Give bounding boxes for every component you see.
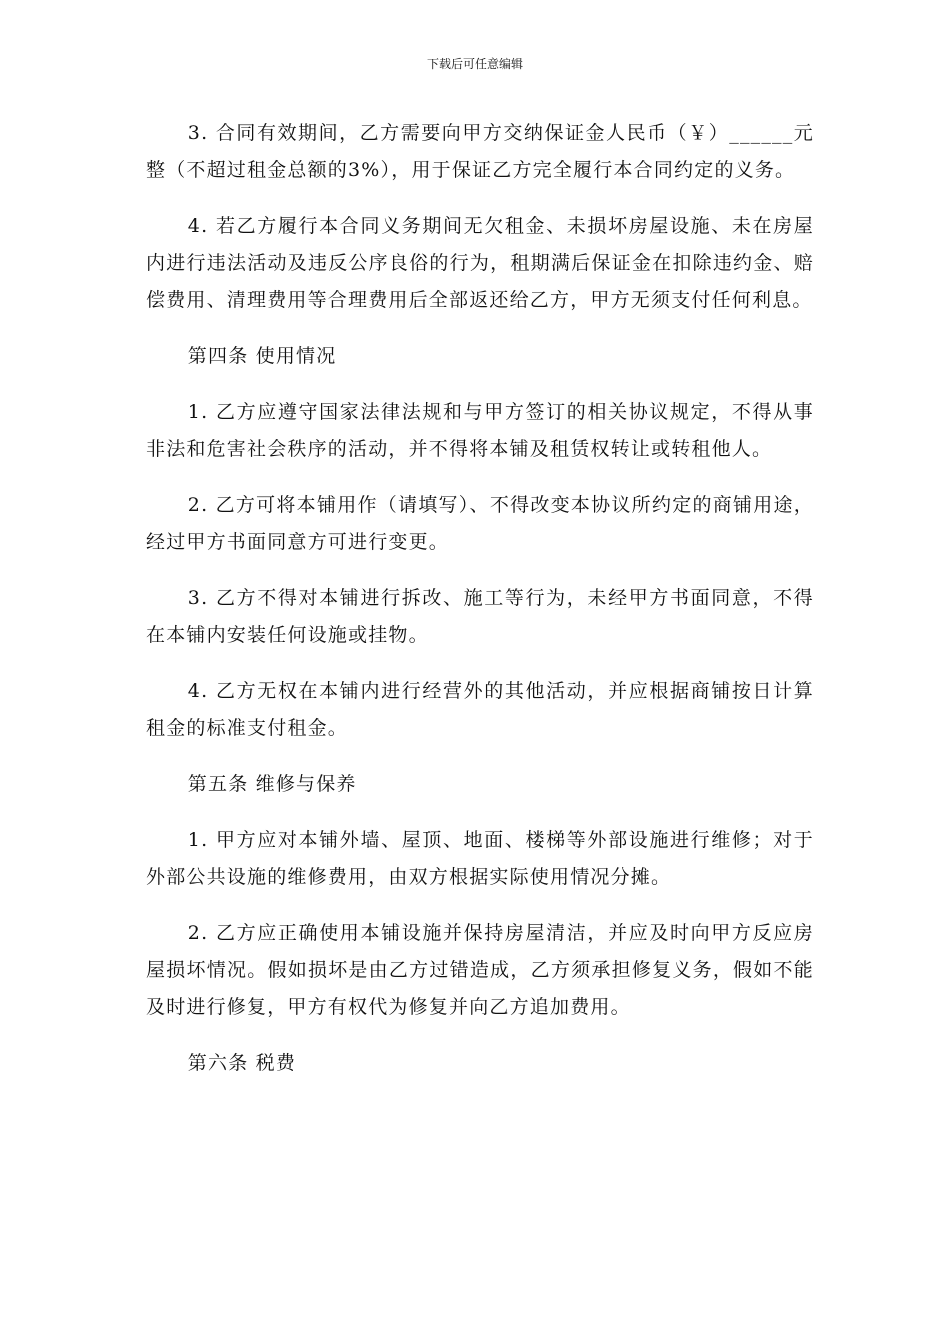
article-5-clause-1: 1. 甲方应对本铺外墙、屋顶、地面、楼梯等外部设施进行维修；对于外部公共设施的维修费用，由双方根据实际使用情况分摊。	[146, 829, 814, 888]
article-6-heading: 第六条 税费	[187, 1052, 297, 1074]
article-4-clause-4: 4. 乙方无权在本铺内进行经营外的其他活动，并应根据商铺按日计算租金的标准支付租金。	[146, 680, 814, 739]
page-header: 下载后可任意编辑	[426, 57, 523, 71]
article-4-clause-1: 1. 乙方应遵守国家法律法规和与甲方签订的相关协议规定，不得从事非法和危害社会秩序的活动，并不得将本铺及租赁权转让或转租他人。	[146, 401, 814, 460]
document-body	[146, 115, 814, 1101]
clause-3-deposit: 3. 合同有效期间，乙方需要向甲方交纳保证金人民币（￥）______元整（不超过租金总额的3%），用于保证乙方完全履行本合同约定的义务。	[146, 122, 814, 181]
article-5-clause-2: 2. 乙方应正确使用本铺设施并保持房屋清洁，并应及时向甲方反应房屋损坏情况。假如损坏是由乙方过错造成，乙方须承担修复义务，假如不能及时进行修复，甲方有权代为修复并向乙方追加费用。	[146, 922, 814, 1018]
clause-4-deposit-refund: 4. 若乙方履行本合同义务期间无欠租金、未损坏房屋设施、未在房屋内进行违法活动及违反公序良俗的行为，租期满后保证金在扣除违约金、赔偿费用、清理费用等合理费用后全部返还给乙方，甲方无须支付任何利息。	[146, 215, 814, 311]
article-4-clause-2: 2. 乙方可将本铺用作（请填写）、不得改变本协议所约定的商铺用途，经过甲方书面同意方可进行变更。	[146, 494, 814, 553]
article-5-heading: 第五条 维修与保养	[187, 773, 357, 795]
article-4-heading: 第四条 使用情况	[187, 345, 337, 367]
article-4-clause-3: 3. 乙方不得对本铺进行拆改、施工等行为，未经甲方书面同意，不得在本铺内安装任何设施或挂物。	[146, 587, 814, 646]
